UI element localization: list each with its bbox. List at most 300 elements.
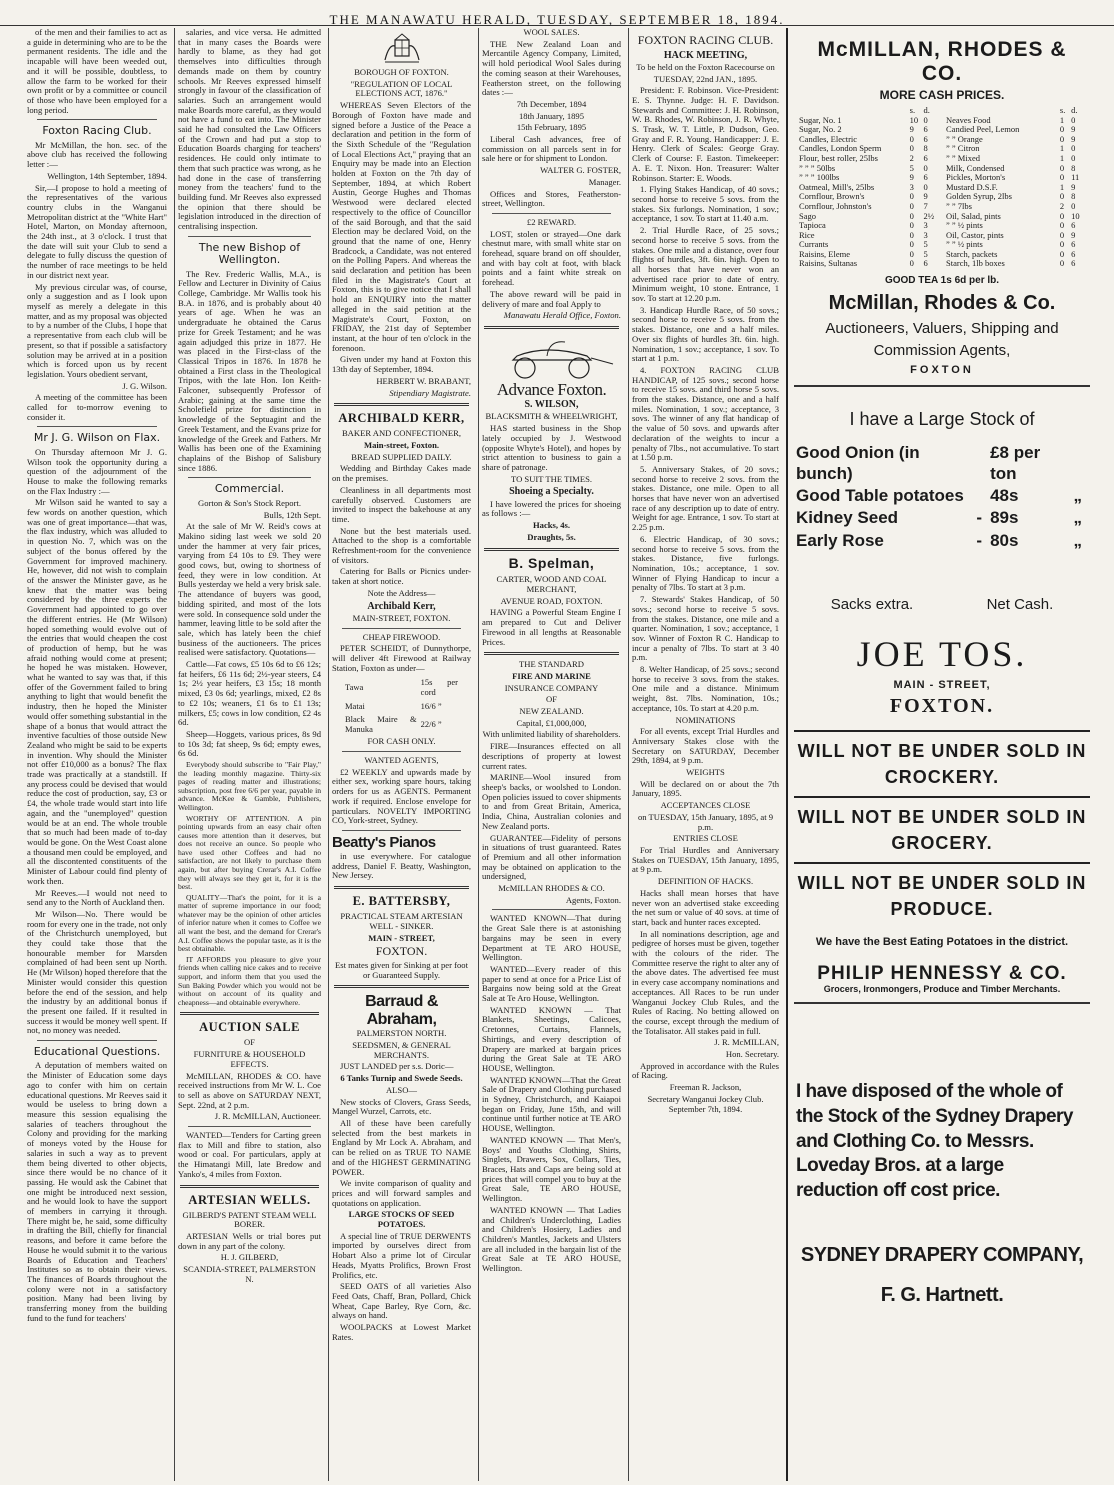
price-item: Tapioca — [799, 220, 826, 231]
price-pence: 10 — [1071, 210, 1080, 221]
price-shillings: 1 — [1059, 152, 1065, 163]
price-item: Sago — [799, 210, 816, 221]
price-pence: 9 — [923, 191, 928, 202]
column-5 — [628, 28, 782, 1481]
wool-signature-title: Manager. — [588, 176, 621, 187]
sacks-extra: Sacks extra. — [830, 596, 914, 614]
divider — [484, 326, 619, 329]
price-row — [945, 259, 1086, 269]
price-pence: 9 — [1071, 133, 1076, 144]
firewood-price: 15s per cord — [420, 677, 458, 697]
price-row — [798, 202, 939, 212]
table-row — [796, 508, 1088, 528]
stock-heading: I have a Large Stock of — [849, 408, 1035, 429]
tender-text: WANTED—Tenders for Carting green flax to Mill and fibre to station, also wood or coal. For particulars, apply at the Himatangi Mill, late Bredow and Yanko's, 4 miles from Foxton. — [178, 1130, 321, 1179]
heading-flax: Mr J. G. Wilson on Flax. — [33, 431, 161, 445]
firewood-heading: CHEAP FIREWOOD. — [362, 631, 441, 642]
notice-text: Given under my hand at Foxton this 13th day of September, 1894. — [332, 354, 471, 375]
firm-name: McMillan, Rhodes & Co. — [828, 292, 1056, 315]
race-entry: 3. Handicap Hurdle Race, of 50 sovs.; second horse to receive 5 sovs. from the stakes. Distance, one and a half miles. Over six flights of hurdles 3ft. 6in. high. Nomination, 1 sov.; acceptance, 1 sov. To start at 1 p.m. — [632, 304, 779, 364]
price-shillings: 0 — [1059, 248, 1065, 259]
shoeing-heading: Shoeing a Specialty. — [509, 486, 594, 498]
artesian-subheading: GILBERD'S PATENT STEAM WELL BORER. — [182, 1209, 317, 1230]
price-shillings: 5 — [909, 162, 914, 173]
approved-title: Secretary Wanganui Jockey Club. September 7th, 1894. — [647, 1093, 764, 1114]
race-entry: 5. Anniversary Stakes, of 20 sovs.; second horse to receive 2 sovs. from the stakes. Distance, one mile. Open to all horses that have never won an advertised race of any description up to date of entry. Weight for age. Entrance, 1 sov. To start at 2.25 p.m. — [632, 463, 779, 533]
divider — [492, 213, 611, 214]
price-row — [798, 221, 939, 231]
price-pence: 6 — [923, 152, 928, 163]
auction-of: OF — [244, 1037, 255, 1048]
artesian-heading: ARTESIAN WELLS. — [188, 1192, 311, 1207]
ad-text: LOST, stolen or strayed—One dark chestnut mare, with small white star on forehead, square brand on off shoulder, and with bay colt at foot, with black points and a faint white streak on forehead. — [482, 228, 621, 288]
article-text: Cattle—Fat cows, £5 10s 6d to £6 12s; fat heifers, £6 11s 6d; 2½-year steers, £4 1s; 2½ year heifers, £3 15s; 18 month mixed, £3 0s 6d; yearlings, mixed, £2 8s to £2 10s; weaners, £1 6s to £1 13s; milkers, £5; cows in low condition, £2 4s 6d. — [178, 659, 321, 728]
ad-text: HAS started business in the Shop lately occupied by J. Westwood (opposite Whyte's Hotel), and hopes by strict attention to business to gain a share of patronage. — [482, 423, 621, 472]
price-shillings: 0 — [1059, 220, 1065, 231]
price-item: ” ” Citron — [946, 143, 980, 154]
ad-text: WOOLPACKS at Lowest Market Rates. — [332, 1322, 471, 1342]
price-item: Oil, Castor, pints — [946, 229, 1004, 240]
heading-bishop: The new Bishop of Wellington. — [198, 240, 301, 267]
stock-dash: - — [976, 508, 983, 528]
wanted-known: WANTED KNOWN — That Men's, Boys' and Youths Clothing, Shirts, Singlets, Drawers, Sox, Collars, Ties, Braces, Hats and Caps are being sold at prices that will compel you to buy at the Great Sale, TE ARO HOUSE, Wellington. — [482, 1134, 621, 1204]
article-text: Mr McMillan, the hon. sec. of the above club has received the following letter :— — [27, 139, 167, 170]
divider — [342, 830, 461, 831]
price-item: Mustard D.S.F. — [946, 181, 998, 192]
joe-tos-heading: JOE TOS. — [856, 634, 1028, 675]
unit-shillings: s. — [909, 104, 916, 115]
stock-item: Good Onion (in bunch) — [796, 443, 920, 483]
article-text: A meeting of the committee has been called for to-morrow evening to consider it. — [27, 392, 167, 422]
stock-ditto: „ — [1073, 486, 1082, 505]
wool-address: Offices and Stores, Featherston-street, Wellington. — [482, 188, 621, 209]
price-pence: 6 — [923, 124, 928, 135]
column-4 — [478, 28, 624, 1481]
battersby-street: MAIN - STREET, — [368, 932, 435, 943]
insurance-of: OF — [546, 694, 557, 705]
price-shillings: 0 — [1059, 191, 1065, 202]
notice-signature-title: Stipendiary Magistrate. — [389, 387, 471, 398]
price-shillings: 0 — [909, 143, 914, 154]
potatoes-heading: LARGE STOCKS OF SEED POTATOES. — [348, 1209, 455, 1230]
kerr-heading: ARCHIBALD KERR, — [338, 411, 465, 426]
officers-text: President: F. Robinson. Vice-President: E. S. Thynne. Judge: H. F. Davidson. Stewards and Committee: J. H. Robinson, W. B. Rhodes, W. Robinson, J. R. Whyte, S. Trask, W. T. Little, P. Dudson, Geo. Gray and F. R. Young. Handicapper: J. E. Henry. Clerk of Scales: George Gray. Clerk of Course: F. Easton. Timekeeper: A. E. T. Nixon. Hon. Treasurer: Walter Robinson. Starter: E. Woods. — [632, 85, 779, 183]
insurance-capital: Capital, £1,000,000, — [516, 717, 587, 728]
price-item: Cornflour, Johnston's — [799, 200, 872, 211]
price-item: Golden Syrup, 2lbs — [946, 191, 1012, 202]
approved-signature: Freeman R. Jackson, — [669, 1082, 742, 1093]
barraud-seeds: 6 Tanks Turnip and Swede Seeds. — [340, 1073, 463, 1084]
ad-text: £2 WEEKLY and upwards made by either sex, working spare hours, taking orders for us as AGENTS. Permanent work if required. Enclose envelope for particulars. NOVELTY IMPORTING CO, York-street, Sydney. — [332, 766, 471, 826]
ad-text: A special line of TRUE DERWENTS imported by ourselves direct from Hobart Also a prime lot of Circular Heads, Myatts Prolifics, Brown Frost Prolifics, etc. — [332, 1230, 471, 1280]
price-item: Flour, best roller, 25lbs — [799, 152, 878, 163]
price-item: Neaves Food — [946, 114, 991, 125]
hacks-price: Hacks, 4s. — [532, 520, 570, 531]
table-row — [344, 677, 459, 698]
price-pence: 5 — [923, 239, 928, 250]
acceptances-heading: ACCEPTANCES CLOSE — [660, 800, 751, 811]
price-pence: 3 — [923, 229, 928, 240]
price-row — [798, 259, 939, 269]
entries-text: For Trial Hurdles and Anniversary Stakes on TUESDAY, 15th January, 1895, at 9 p.m. — [632, 844, 779, 875]
price-pence: 6 — [923, 172, 928, 183]
price-pence: 6 — [1071, 258, 1076, 269]
advance-heading: Advance Foxton. — [496, 379, 607, 399]
notice-text: WORTHY OF ATTENTION. A pin pointing upwards from an easy chair often causes more attention than it deserves, but does not receive an ounce. So people who have used other Coffees and had no satisfaction, are not likely to purchase them again, but after buying Crerar's A.I. Coffee they will always see they get it, for it is the best. — [178, 813, 321, 892]
artesian-text: ARTESIAN Wells or trial bores put down in any part of the colony. — [178, 1231, 321, 1251]
heading-racing-club: Foxton Racing Club. — [42, 124, 152, 138]
spelman-subheading: CARTER, WOOD AND COAL MERCHANT, — [496, 574, 607, 595]
kerr-street: Main-street, Foxton. — [363, 440, 440, 451]
column-3 — [328, 28, 474, 1481]
ad-text: New stocks of Clovers, Grass Seeds, Mangel Wurzel, Carrots, etc. — [332, 1096, 471, 1117]
wilson-heading: S. WILSON, — [524, 399, 579, 411]
price-shillings: 0 — [909, 210, 914, 221]
price-shillings: 1 — [1059, 114, 1065, 125]
hartnett-signature: F. G. Hartnett. — [880, 1284, 1004, 1307]
divider — [334, 403, 469, 406]
article-text: Mr Wilson—No. There would be room for every one in the trade, not only of the Christchurch unemployed, but they could take those that the honourable member for Marsden complained of had been sent up North. He (Mr Wilson) hoped therefore that the Minister would consider this question before the end of the session, and help the industry by an additional bonus if the present one failed. If it resulted in success it would be money well spent. If not, no money was needed. — [27, 908, 167, 1036]
price-shillings: 0 — [1059, 239, 1065, 250]
divider — [180, 1012, 319, 1015]
firewood-price: 22/6 ” — [420, 718, 442, 729]
battersby-town: FOXTON. — [375, 944, 428, 959]
price-shillings: 0 — [909, 248, 914, 259]
price-shillings: 0 — [909, 220, 914, 231]
kerr-name: Archibald Kerr, — [367, 600, 436, 612]
ad-text: I have lowered the prices for shoeing as follows :— — [482, 498, 621, 519]
insurance-company: INSURANCE COMPANY — [504, 682, 599, 693]
price-item: Pickles, Morton's — [946, 172, 1006, 183]
price-pence: 11 — [1071, 172, 1080, 183]
hack-heading: HACK MEETING, — [663, 49, 748, 61]
acceptances-text: on TUESDAY, 15th January, 1895, at 9 p.m. — [637, 811, 774, 832]
ad-text: None but the best materials used. Attached to the shop is a comfortable Refreshment-room for the convenience of visitors. — [332, 525, 471, 565]
potatoes-notice: We have the Best Eating Potatoes in the district. — [815, 936, 1069, 949]
letter-signature: J. G. Wilson. — [122, 380, 167, 391]
price-item: Candles, Electric — [799, 133, 858, 144]
unit-pence: d. — [1071, 104, 1078, 115]
nominations-text: For all events, except Trial Hurdles and Anniversary Stakes close with the Secretary on SATURDAY, December 29th, 1894, at 9 p.m. — [632, 726, 779, 766]
price-pence: 0 — [923, 114, 928, 125]
price-item: Candied Peel, Lemon — [946, 124, 1020, 135]
price-shillings: 0 — [1059, 162, 1065, 173]
letter-date: Wellington, 14th September, 1894. — [47, 170, 167, 181]
stock-item: Kidney Seed — [796, 508, 899, 528]
article-text: Sheep—Hoggets, various prices, 8s 9d to 10s 3d; fat sheep, 9s 6d; empty ewes, 6s 6d. — [178, 728, 321, 759]
price-pence: 0 — [1071, 200, 1076, 211]
price-item: Starch, packets — [946, 248, 998, 259]
price-shillings: 0 — [1059, 172, 1065, 183]
auction-text: McMILLAN, RHODES & CO. have received instructions from Mr W. L. Coe to sell as above on SATURDAY NEXT, Sept. 22nd, at 2 p.m. — [178, 1070, 321, 1110]
table-row — [796, 531, 1088, 551]
price-shillings: 9 — [909, 124, 914, 135]
price-shillings: 1 — [1059, 143, 1065, 154]
coat-of-arms-icon — [379, 32, 425, 66]
ad-text: Cleanliness in all departments most carefully observed. Customers are invited to inspect the bakehouse at any time. — [332, 484, 471, 524]
hack-date: TUESDAY, 22nd JAN., 1895. — [653, 73, 758, 84]
divider — [484, 652, 619, 655]
price-item: Cornflour, Brown's — [799, 191, 865, 202]
firewood-item: Matai — [345, 700, 365, 711]
price-shillings: 0 — [909, 133, 914, 144]
stock-price: 89s — [990, 508, 1019, 528]
kerr-subheading: BAKER AND CONFECTIONER, — [341, 428, 462, 439]
article-text: Sir,—I propose to hold a meeting of the representatives of the various country clubs in the Wanganui Metropolitan district at the "White Hart" Hotel, Marton, on Monday afternoon, the 24th inst., at 3 o'clock. I trust that the date will suit your Club to send a delegate to fully discuss the question of the number of race meetings to be held in our district next year. — [27, 182, 167, 280]
price-pence: 8 — [923, 143, 928, 154]
auction-subheading: FURNITURE & HOUSEHOLD EFFECTS. — [193, 1049, 306, 1069]
price-pence: 9 — [1071, 124, 1076, 135]
notice-text: IT AFFORDS you pleasure to give your friends when calling nice cakes and to receive support, and inform them that you used the Sun Baking Powder which you would not be without on account of its quality and cheapness—and obtainable everywhere. — [178, 954, 321, 1007]
sydney-heading: SYDNEY DRAPERY COMPANY, — [800, 1243, 1084, 1266]
notice-signature: HERBERT W. BRABANT, — [376, 375, 471, 386]
price-pence: 6 — [1071, 239, 1076, 250]
reward-heading: £2 REWARD. — [526, 216, 577, 227]
insurance-liability: With unlimited liability of shareholders. — [482, 729, 621, 740]
wanted-known: WANTED KNOWN — That Blankets, Sheetings, Calicoes, Cretonnes, Curtains, Flannels, Shirtings, and every description of Drapery are marked at bargain prices during the Great Sale at TE ARO HOUSE, Wellington. — [482, 1004, 621, 1073]
disposed-text: I have disposed of the whole of the Stock of the Sydney Drapery and Clothing Co. to Messrs. Loveday Bros. at a large reduction off cost price. — [796, 1081, 1073, 1202]
auction-signature: J. R. McMILLAN, Auctioneer. — [214, 1111, 321, 1122]
crockery-notice: WILL NOT BE UNDER SOLD IN CROCKERY. — [794, 730, 1090, 796]
stock-price: 80s — [990, 530, 1019, 550]
wool-date: 7th December, 1894 — [516, 98, 587, 109]
ad-text: Wedding and Birthday Cakes made on the premises. — [332, 463, 471, 484]
race-entry: 8. Welter Handicap, of 25 sovs.; second horse to receive 3 sovs. from the stakes. One mile and a distance. Minimum weight, 8st. 7lbs. Nomination, 10s.; acceptance, 10s. To start at 4.20 p.m. — [632, 664, 779, 713]
subheading: Gorton & Son's Stock Report. — [197, 497, 301, 508]
firewood-item: Tawa — [345, 682, 364, 693]
divider — [342, 751, 461, 752]
reward-address: Manawatu Herald Office, Foxton. — [503, 310, 621, 321]
hennessy-subheading: Grocers, Ironmongers, Produce and Timber Merchants. — [823, 984, 1061, 995]
divider — [484, 548, 619, 551]
table-row — [344, 701, 459, 713]
ad-text: FIRE—Insurances effected on all descriptions of property at lowest current rates. — [482, 741, 621, 771]
stock-dash: - — [976, 530, 983, 550]
article-text: At the sale of Mr W. Reid's cows at Makino siding last week we sold 20 under the hammer at very fair prices, varying from £4 10s to £9. They were good cows, but, owing to shortness of feed, they were in low condition. At Bulls yesterday we held a very brisk sale. The attendance of buyers was good, bidding spirited, and most of the lots were sold. In consequence sold under the hammer, leaving little to be sold after the sale, which has lately been the chief business of the auctioneers. The prices realised were satisfactory. Quotations— — [178, 521, 321, 658]
ad-text: HAVING a Powerful Steam Engine I am prepared to Cut and Deliver Firewood in all lengths at Reasonable Prices. — [482, 607, 621, 647]
weights-text: Will be declared on or about the 7th January, 1895. — [632, 778, 779, 799]
price-item: Oatmeal, Mill's, 25lbs — [799, 181, 875, 192]
tos-town: FOXTON. — [889, 695, 995, 718]
price-pence: 9 — [1071, 229, 1076, 240]
price-shillings: 9 — [909, 172, 914, 183]
price-item: Raisins, Eleme — [799, 248, 850, 259]
price-shillings: 0 — [909, 239, 914, 250]
ad-text: PETER SCHEIDT, of Dunnythorpe, will deliver 4ft Firewood at Railway Station, Foxton as under— — [332, 643, 471, 673]
stock-ditto: „ — [1073, 508, 1082, 528]
unit-shillings: s. — [1059, 104, 1066, 115]
race-entry: 7. Stewards' Stakes Handicap, of 50 sovs.; second horse to receive 5 sovs. from the stakes. Distance, one mile and a quarter. Nomination, 1 sov.; acceptance, 1 sov. Winner of Foxton R C. Handicap to incur a penalty of 7lbs. To start at 3 40 p.m. — [632, 594, 779, 663]
stock-ditto: „ — [1073, 530, 1082, 550]
ad-text: THE New Zealand Loan and Mercantile Agency Company, Limited, will hold periodical Wool Sales during the coming season at their Warehouses, Featherston street, on the following dates :— — [482, 38, 621, 98]
table-row — [796, 486, 1088, 506]
price-shillings: 0 — [909, 191, 914, 202]
stock-dash — [976, 486, 988, 506]
article-text: The Rev. Frederic Wallis, M.A., is Fellow and Lecturer in Divinity of Caius College, Cambridge. Mr Wallis took his B.A. in 1876, and is probably about 40 years of age. When he was an undergraduate he obtained the Carus prize for Greek Testament; and he was again adjudged this prize in 1877. He was placed in the First-class of the Classical Tripos in 1876. In 1878 he obtained a First class in the Theological Tripos, with the late Hon. Ion Keith-Falconer, subsequently Professor of Arabic; gaining at the same time the Scholefield prize for distinction in knowledge of the Septuagint and the Greek Testament, and the Evans prize for knowledge of the Greek and Fathers. Mr Wallis has been one of the Examining chaplains of the Bishop of Salisbury since 1886. — [178, 268, 321, 473]
article-text: Mr Wilson said he wanted to say a few words on another question, which was one of great importance—that was, the flax industry, which was alluded to in question No. 7, which was on the subject of the bonus offered by the Government for improved machinery. He, however, did not wish to complain of the answer the Minister gave, as he knew that the matter was being considered by the three experts the Government had appointed to go over the different entries. He (Mr Wilson) hoped something would evolve out of the entries that would cheapen the cost of production of hemp, but he was afraid nothing would come at present; he hoped he was mistaken. However, what he wanted to say was that, if this offer of the Government failed to bring anything to light that would benefit the industry, then he hoped the Minister would offer something substantial in the shape of a bonus that would attract the inventive faculties of those outside New Zealand who might be said to be experts in invention. Why should the Minister not offer £10,000 as a bonus? The flax trade was practically at a standstill. If any process could be devised that would reduce the cost of production, say, £3 or £4, the whole trade would start into life again, and the "unemployed" question would be at an end. The whole trouble that so much had been made of to-day would be gone. On the West Coast alone a thousand men could be employed, and all the discontented constituents of the Minister of Labour could find plenty of work then. — [27, 497, 167, 886]
firewood-cash: FOR CASH ONLY. — [367, 736, 436, 747]
price-item: ” ” ½ pints — [946, 239, 983, 250]
firewood-price: 16/6 ” — [420, 700, 442, 711]
price-item: ” ” ” 100lbs — [799, 172, 840, 183]
column-6-advertisements — [786, 28, 1090, 1481]
price-pence: 7 — [923, 200, 928, 211]
kerr-bread: BREAD SUPPLIED DAILY. — [351, 451, 452, 462]
barraud-town: PALMERSTON NORTH. — [356, 1028, 447, 1039]
price-pence: 6 — [923, 258, 928, 269]
price-pence: 0 — [1071, 143, 1076, 154]
article-text: A deputation of members waited on the Minister of Education some days ago to confer with him on certain educational questions. Mr Reeves said it would be useless to bring down a measure this session equalising the salaries of teachers throughout the Colony and providing for the marking of moneys voted by the House for salaries in such a way as to prevent them being diverted to other objects, since there would be no chance of it passing. He would ask the Cabinet that one might be introduced next session, and he would look to have the support of members in carrying it through. There might be, he said, some difficulty in drafting the Bill, chiefly for financial reasons, and before it came before the House he would submit it to the various Boards of Education and Teachers' Institutes so as to obtain their views. The finances of Boards throughout the colony were not in a satisfactory position. Many had been living by transferring money from the building fund to the fund for teachers' — [27, 1060, 167, 1323]
stock-dash — [976, 443, 988, 484]
agents-heading: WANTED AGENTS, — [364, 755, 439, 766]
hennessy-heading: PHILIP HENNESSY & CO. — [817, 962, 1067, 984]
divider — [188, 236, 311, 237]
times-heading: TO SUIT THE TIMES. — [510, 473, 592, 484]
wanted-known: WANTED KNOWN—That during the Great Sale there is at astonishing bargains may be seen in every Department at TE ARO HOUSE, Wellington. — [482, 913, 621, 963]
spelman-address: AVENUE ROAD, FOXTON. — [500, 595, 603, 606]
barraud-also: ALSO— — [385, 1084, 418, 1095]
act-heading: "REGULATION OF LOCAL ELECTIONS ACT, 1876." — [350, 78, 453, 99]
notice-text: QUALITY—That's the point, for it is a matter of supreme importance in our food; whatever may be the opinion of other articles of inferior nature when it comes to Coffee we all want the best, and the demand for Crerar's A.I. Coffee shows the popular taste, as it is the best obtainable. — [178, 892, 321, 954]
net-cash: Net Cash. — [986, 596, 1054, 614]
firm-services: Auctioneers, Valuers, Shipping and Commission Agents, — [825, 319, 1059, 359]
wool-date: 15th February, 1895 — [516, 122, 587, 133]
price-item: ” ” ½ pints — [946, 220, 983, 231]
price-item: Sugar, No. 2 — [799, 124, 842, 135]
price-shillings: 0 — [1059, 210, 1065, 221]
price-item: ” ” 7lbs — [946, 200, 972, 211]
wilson-subheading: BLACKSMITH & WHEELWRIGHT, — [485, 411, 618, 422]
stock-table — [794, 441, 1090, 553]
tea-price: GOOD TEA 1s 6d per lb. — [884, 275, 1000, 287]
race-entry: 6. Electric Handicap, of 30 sovs.; second horse to receive 5 sovs. from the stakes. Distance, five furlongs. Nomination, 10s.; acceptance, 1 sov. Winner of Flying Handicap to incur a penalty of 7lbs. To start at 3 p.m. — [632, 533, 779, 593]
price-shillings: 0 — [1059, 124, 1065, 135]
divider — [37, 426, 157, 427]
column-2 — [174, 28, 324, 1481]
insurance-agents: McMILLAN RHODES & CO. — [498, 883, 605, 894]
wool-heading: WOOL SALES. — [523, 28, 580, 37]
ad-text: in use everywhere. For catalogue address, Daniel F. Beatty, Washington, New Jersey. — [332, 850, 471, 881]
article-text: On Thursday afternoon Mr J. G. Wilson took the opportunity during a question of the adjournment of the House to make the following remarks on the Flax Industry :— — [27, 446, 167, 496]
article-text: of the men and their families to act as a guide in determining who are to be the permanent residents. The idle and the incapable will have been weeded out, and it will be possible, doubtless, to allow the farm to be worked for their own profit or by a committee or council of those who have been employed for a long period. — [27, 28, 167, 115]
insurance-fire-marine: FIRE AND MARINE — [512, 670, 591, 681]
price-pence: 2½ — [923, 210, 935, 221]
battersby-heading: E. BATTERSBY, — [352, 894, 451, 909]
race-entry: 2. Trial Hurdle Race, of 25 sovs.; second horse to receive 5 sovs. from the stakes. One mile and a distance, over four flights of hurdles, 3ft. 6in. high. Open to all horses that have never won an advertised race prior to date of entry. Minimum weight, 10 stone. Entrance, 1 sov. To start at 12.20 p.m. — [632, 225, 779, 304]
kerr-address: MAIN-STREET, FOXTON. — [352, 612, 451, 623]
masthead: THE MANAWATU HERALD, TUESDAY, SEPTEMBER 18, 1894. — [0, 0, 1114, 26]
heading-commercial: Commercial. — [214, 482, 285, 496]
ad-text: Catering for Balls or Picnics under-taken at short notice. — [332, 566, 471, 587]
secretary-signature: J. R. McMILLAN, — [714, 1037, 779, 1048]
price-item: Rice — [799, 229, 815, 240]
heading-educational: Educational Questions. — [33, 1045, 161, 1059]
artesian-signature: H. J. GILBERD, — [220, 1252, 279, 1263]
stock-item: Good Table potatoes — [796, 486, 964, 505]
race-entry: 4. FOXTON RACING CLUB HANDICAP, of 125 sovs.; second horse to receive 15 sovs. and third horse 5 sovs. from the stakes. Distance, one and a half miles. Nomination, 1 sov.; acceptance, 3 sovs. The winner of any flat handicap of the value of 50 sovs. and upwards after declaration of the weights to incur a penalty of 7lbs., not accumulative. To start at 1.50 p.m. — [632, 364, 779, 463]
price-pence: 0 — [923, 162, 928, 173]
ad-text: SEED OATS of all varieties Also Feed Oats, Chaff, Bran, Pollard, Chick Wheat, Cape Barley, Rye Corn, &c. always on hand. — [332, 1281, 471, 1321]
stock-item: Early Rose — [796, 530, 884, 550]
club-heading: FOXTON RACING CLUB. — [637, 33, 774, 47]
article-text: My previous circular was, of course, only a suggestion and as I look upon myself as merely a delegate in this matter, and as my proposal was objected to by a number of the Clubs, I hope that a representative from each club will be present, so that if possible a satisfactory solution may be arrived at in a position which is forced upon us by recent legislation. Yours obedient servant, — [27, 281, 167, 379]
barraud-heading: Barraud & Abraham, — [365, 993, 438, 1029]
price-shillings: 10 — [909, 114, 919, 125]
wanted-known: WANTED KNOWN — That Ladies and Children's Underclothing, Ladies and Children's Hosiery, Ladies and Children's Mantles, Jackets and Ulsters are all included in the bargain list of the Great Sale at TE ARO HOUSE, Wellington. — [482, 1204, 621, 1274]
divider — [180, 1185, 319, 1188]
price-pence: 5 — [923, 248, 928, 259]
price-shillings: 2 — [909, 152, 914, 163]
divider — [37, 119, 157, 120]
sydney-drapery-advert — [794, 1002, 1090, 1307]
price-shillings: 0 — [1059, 258, 1065, 269]
unit-pence: d. — [923, 104, 930, 115]
firewood-table — [342, 675, 461, 737]
price-pence: 6 — [923, 133, 928, 144]
price-shillings: 2 — [1059, 200, 1065, 211]
carriage-icon — [487, 334, 617, 380]
wool-signature: WALTER G. FOSTER, — [540, 165, 621, 176]
insurance-agents-town: Agents, Foxton. — [565, 894, 621, 905]
price-pence: 6 — [1071, 248, 1076, 259]
battersby-subheading: PRACTICAL STEAM ARTESIAN WELL - SINKER. — [340, 911, 463, 931]
draughts-price: Draughts, 5s. — [527, 531, 576, 542]
price-item: Sugar, No. 1 — [799, 114, 842, 125]
divider — [492, 909, 611, 910]
price-pence: 9 — [1071, 181, 1076, 192]
price-pence: 0 — [1071, 114, 1076, 125]
divider — [188, 477, 311, 478]
weights-heading: WEIGHTS — [686, 767, 725, 778]
stock-price: 48s — [990, 486, 1019, 505]
secretary-title: Hon. Secretary. — [725, 1049, 779, 1060]
divider — [334, 985, 469, 988]
price-table-left — [798, 106, 939, 269]
mcmillan-heading: McMILLAN, RHODES & CO. — [817, 38, 1067, 85]
race-entry: 1. Flying Stakes Handicap, of 40 sovs.; second horse to receive 5 sovs. from the stakes. Six furlongs. Nomination, 1 sov.; acceptance, 1 sov. To start at 11.40 a.m. — [632, 184, 779, 224]
table-row — [344, 714, 459, 735]
price-shillings: 0 — [909, 200, 914, 211]
ad-text: GUARANTEE—Fidelity of persons in situations of trust guaranteed. Rates of Premium and all other information may be obtained on application to the undersigned, — [482, 832, 621, 882]
hack-text: To be held on the Foxton Racecourse on — [636, 61, 775, 72]
ad-text: MARINE—Wool insured from sheep's backs, or woolshed to London. Open policies issued to cover shipments to and from Great Britain, America, India, China, Australian colonies and New Zealand ports. — [482, 772, 621, 831]
borough-heading: BOROUGH OF FOXTON. — [354, 67, 449, 77]
spelman-heading: B. Spelman, — [508, 554, 595, 571]
ad-text: The above reward will be paid in delivery of mare and foal Apply to — [482, 288, 621, 309]
article-text: salaries, and vice versa. He admitted that in many cases the Boards were hardly to blame, as they had got themselves into difficulties through demands made on them by country schools. Mr Reeves expressed himself strongly in favour of the classification of salaries. Such an arrangement would make Boards more careful, as they would not have a fund to eat into. The Minister said he had consulted the Law Officers of the Crown and had put a stop to Education Boards charging for teachers' residences. He could only intimate to them that such practice was wrong, as he had done in the case of transferring money from the teachers' fund to the building fund. Mr Reeves also expressed the opinion that there should be legislation introduced in the direction of centralising inspection. — [178, 28, 321, 232]
sacks-row — [794, 597, 1090, 614]
divider — [188, 1126, 311, 1127]
divider — [342, 628, 461, 629]
firewood-item: Black Maire & Manuka — [345, 714, 417, 734]
barraud-subheading: SEEDSMEN, & GENERAL MERCHANTS. — [352, 1040, 451, 1060]
price-shillings: 1 — [1059, 181, 1065, 192]
price-pence: 8 — [1071, 162, 1076, 173]
price-pence: 6 — [1071, 220, 1076, 231]
price-item: Currants — [799, 239, 829, 250]
tos-street: MAIN - STREET, — [893, 678, 991, 691]
small-notices — [178, 761, 321, 1007]
price-table-right — [945, 106, 1086, 269]
divider — [334, 886, 469, 889]
price-item: Candles, London Sperm — [799, 143, 882, 154]
column-1 — [24, 28, 170, 1481]
artesian-address: SCANDIA-STREET, PALMERSTON N. — [183, 1264, 316, 1284]
wanted-known: WANTED KNOWN—That the Great Sale of Drapery and Clothing purchased in Sydney, Christchurch, and Kaiapoi began on Friday, June 15th, and will continue until further notice at TE ARO HOUSE, Wellington. — [482, 1074, 621, 1134]
price-shillings: 3 — [909, 181, 914, 192]
price-shillings: 0 — [909, 258, 914, 269]
notice-text: WHEREAS Seven Electors of the Borough of Foxton have made and signed before a Justice of the Peace a declaration and petition in the form of the Sixth Schedule of the "Regulation of Local Elections Act," praying that an Enquiry may be made into an Election holden at Foxton on the 7th day of September, 1894, at which Robert Austin, George Hughes and Thomas Westwood were declared elected respectively to the office of Councillor of the said Borough, and that the said Election may be declared Void, on the ground that the name of one, Henry Bradcock, a Candidate, was not entered on the Polling Papers. And whereas the said declaration and petition has been filed in the Magistrate's Court at Foxton, this is to give notice that I shall hold an ENQUIRY into the matter alleged in the said petition at the Magistrate's Court, Foxton, on FRIDAY, the 21st day of September instant, at the hour of ten o'clock in the forenoon. — [332, 100, 471, 353]
